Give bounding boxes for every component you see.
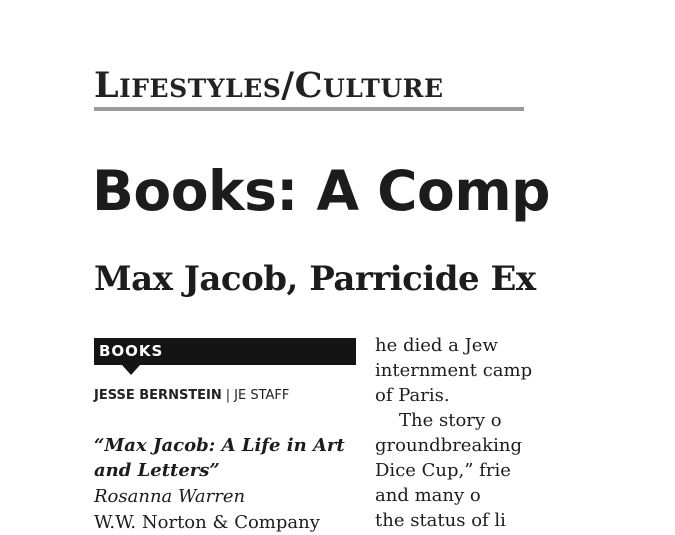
body-line: internment camp (375, 360, 533, 381)
byline-author: JESSE BERNSTEIN (94, 388, 222, 403)
tag-pointer-icon (122, 365, 140, 375)
right-column (375, 333, 675, 533)
body-line: Dice Cup,” frie (375, 460, 511, 481)
book-author: Rosanna Warren (94, 486, 246, 507)
body-line: he died a Jew (375, 335, 498, 356)
category-tag-label: BOOKS (99, 342, 164, 360)
left-column (94, 338, 356, 535)
byline (94, 387, 356, 405)
body-line: of Paris. (375, 385, 450, 406)
body-line: the status of li (375, 510, 506, 531)
section-divider (94, 107, 524, 111)
book-publisher: W.W. Norton & Company (94, 512, 320, 533)
body-line: and many o (375, 485, 481, 506)
article-subhead: Max Jacob, Parricide Ex (94, 259, 536, 299)
byline-role: JE STAFF (234, 388, 290, 403)
book-title: “Max Jacob: A Life in Art and Letters” (94, 435, 345, 481)
article-headline: Books: A Comp (92, 159, 550, 223)
byline-separator: | (225, 388, 231, 403)
body-line: The story o (399, 410, 502, 431)
section-title: Lifestyles/Culture (94, 65, 444, 106)
body-line: groundbreaking (375, 435, 522, 456)
category-tag (94, 338, 356, 365)
